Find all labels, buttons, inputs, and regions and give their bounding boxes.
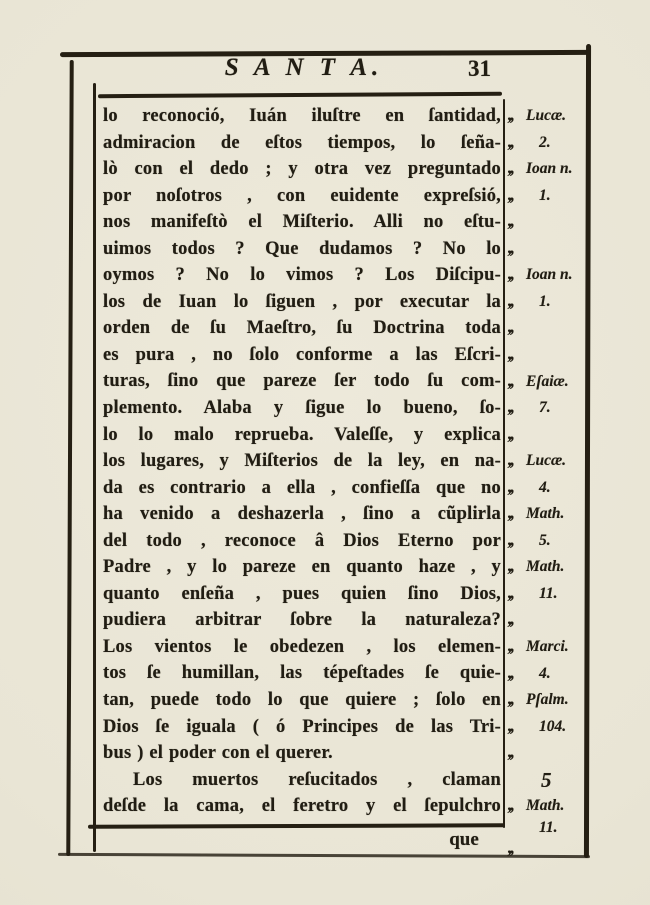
margin-row [505, 342, 587, 369]
margin-quote-mark: ,, [508, 316, 513, 337]
catchword: que [449, 829, 479, 850]
margin-citation: Ioan n. [526, 160, 573, 178]
frame-left-outer-rule [66, 60, 73, 856]
margin-quote-mark: ,, [508, 130, 513, 151]
margin-citation: 5. [539, 531, 551, 549]
text-line: bus ) el poder con el querer. [103, 743, 333, 764]
margin-citation: Lucæ. [526, 107, 567, 124]
margin-row [505, 661, 587, 688]
text-line: turas, ſino que pareze ſer todo ſu com- [103, 371, 501, 392]
margin-quote-mark: ,, [508, 741, 513, 762]
text-line: pudiera arbitrar ſobre la naturaleza? [103, 610, 501, 631]
text-line: Los vientos le obedezen , los elemen- [103, 636, 501, 657]
margin-quote-mark: ,, [508, 263, 513, 284]
margin-citation: Math. [526, 505, 565, 523]
text-line: Dios ſe iguala ( ó Principes de las Tri- [103, 716, 501, 737]
margin-quote-mark: ,, [508, 396, 513, 417]
margin-quote-mark: ,, [508, 475, 513, 496]
margin-citation: Math. [526, 558, 565, 576]
text-line: lo lo malo reprueba. Valeſſe, y explica [103, 424, 501, 445]
margin-citation: 7. [539, 399, 551, 417]
margin-row [505, 554, 587, 581]
margin-notes [505, 103, 587, 883]
margin-quote-mark: ,, [508, 528, 513, 549]
margin-row [505, 183, 587, 210]
margin-row [505, 289, 587, 316]
margin-quote-mark: ,, [508, 210, 513, 231]
text-line: Los muertos reſucitados , claman [133, 769, 501, 790]
text-line: los de Iuan lo ſiguen , por executar la [103, 291, 501, 312]
text-block [103, 103, 501, 820]
margin-row [505, 714, 587, 741]
text-line: tos ſe humillan, las tépeſtades ſe quie- [103, 663, 501, 684]
text-line: es pura , no ſolo conforme a las Eſcri- [103, 344, 501, 365]
margin-quote-mark: ,, [508, 836, 513, 857]
margin-row [505, 528, 587, 555]
margin-row [505, 315, 587, 342]
margin-quote-mark: ,, [508, 157, 513, 178]
text-line: tan, puede todo lo que quiere ; ſolo en [103, 690, 501, 711]
margin-citation: 4. [539, 664, 551, 682]
header-underline-rule [98, 92, 502, 98]
margin-row [505, 236, 587, 263]
text-line: plemento. Alaba y ſigue lo bueno, ſo- [103, 398, 501, 419]
margin-quote-mark: ,, [508, 369, 513, 390]
margin-quote-mark: ,, [508, 794, 513, 815]
text-line: ha venido a deshazerla , ſino a cũplirla [103, 504, 501, 525]
page-number: 31 [468, 56, 491, 81]
margin-row [505, 475, 587, 502]
margin-row [505, 767, 587, 794]
text-line: quanto enſeña , pues quien ſino Dios, [103, 583, 501, 604]
margin-citation: Ioan n. [526, 266, 573, 284]
margin-row [505, 634, 587, 661]
margin-citation: 4. [539, 478, 551, 496]
margin-row [505, 395, 587, 422]
margin-quote-mark: ,, [508, 342, 513, 363]
text-line: deſde la cama, el feretro y el ſepulchro [103, 796, 501, 817]
text-line: da es contrario a ella , confieſſa que no [103, 477, 501, 498]
margin-row [505, 103, 587, 130]
text-line: oymos ? No lo vimos ? Los Diſcipu- [103, 265, 501, 286]
text-line: nos manifeſtò el Miſterio. Alli no eſtu- [103, 212, 501, 233]
margin-row [505, 369, 587, 396]
margin-citation: Math. [526, 797, 565, 815]
margin-row [505, 581, 587, 608]
margin-citation: 1. [539, 186, 551, 204]
margin-quote-mark: ,, [508, 555, 513, 576]
signature-mark: 5 [541, 767, 552, 792]
margin-quote-mark: ,, [508, 635, 513, 655]
margin-citation: 2. [539, 133, 551, 151]
text-line: del todo , reconoce â Dios Eterno por [103, 530, 501, 551]
text-line: por noſotros , con euidente expreſsió, [103, 185, 501, 206]
textblock-bottom-rule [88, 823, 505, 828]
margin-citation: 1. [539, 292, 551, 310]
running-title: S A N T A. [224, 54, 384, 81]
margin-quote-mark: ,, [508, 422, 513, 443]
margin-quote-mark: ,, [508, 608, 513, 629]
margin-row [505, 262, 587, 289]
margin-citation: 11. [539, 818, 558, 836]
margin-quote-mark: ,, [508, 183, 513, 204]
text-line: lo reconoció, Iuán iluſtre en ſantidad, [103, 106, 501, 126]
margin-citation: Pſalm. [526, 691, 569, 709]
margin-row [505, 448, 587, 475]
text-line: admiracion de eſtos tiempos, lo ſeña- [103, 132, 501, 153]
margin-citation: 104. [539, 717, 567, 735]
margin-quote-mark: ,, [508, 449, 513, 470]
margin-row [505, 501, 587, 528]
margin-row [505, 422, 587, 449]
margin-citation: Marci. [526, 638, 569, 655]
margin-row [505, 130, 587, 157]
margin-row [505, 209, 587, 236]
margin-quote-mark: ,, [508, 714, 513, 735]
text-line: orden de ſu Maeſtro, ſu Doctrina toda [103, 318, 501, 339]
margin-row [505, 740, 587, 767]
margin-quote-mark: ,, [508, 502, 513, 523]
margin-quote-mark: ,, [508, 661, 513, 682]
frame-left-inner-rule [93, 83, 96, 852]
text-line: lò con el dedo ; y otra vez preguntado [103, 159, 501, 180]
text-line: uimos todos ? Que dudamos ? No lo [103, 238, 501, 259]
text-line: los lugares, y Miſterios de la ley, en na- [103, 451, 501, 472]
margin-row [505, 836, 587, 863]
margin-quote-mark: ,, [508, 289, 513, 310]
margin-quote-mark: ,, [508, 581, 513, 602]
margin-row [505, 687, 587, 714]
margin-citation: Eſaiæ. [526, 372, 569, 390]
margin-citation: Lucæ. [526, 452, 567, 470]
margin-row [505, 607, 587, 634]
margin-quote-mark: ,, [508, 236, 513, 257]
margin-quote-mark: ,, [508, 104, 513, 124]
margin-row [505, 156, 587, 183]
margin-citation: 11. [539, 584, 558, 602]
margin-quote-mark: ,, [508, 688, 513, 709]
text-line: Padre , y lo pareze en quanto haze , y [103, 557, 501, 578]
